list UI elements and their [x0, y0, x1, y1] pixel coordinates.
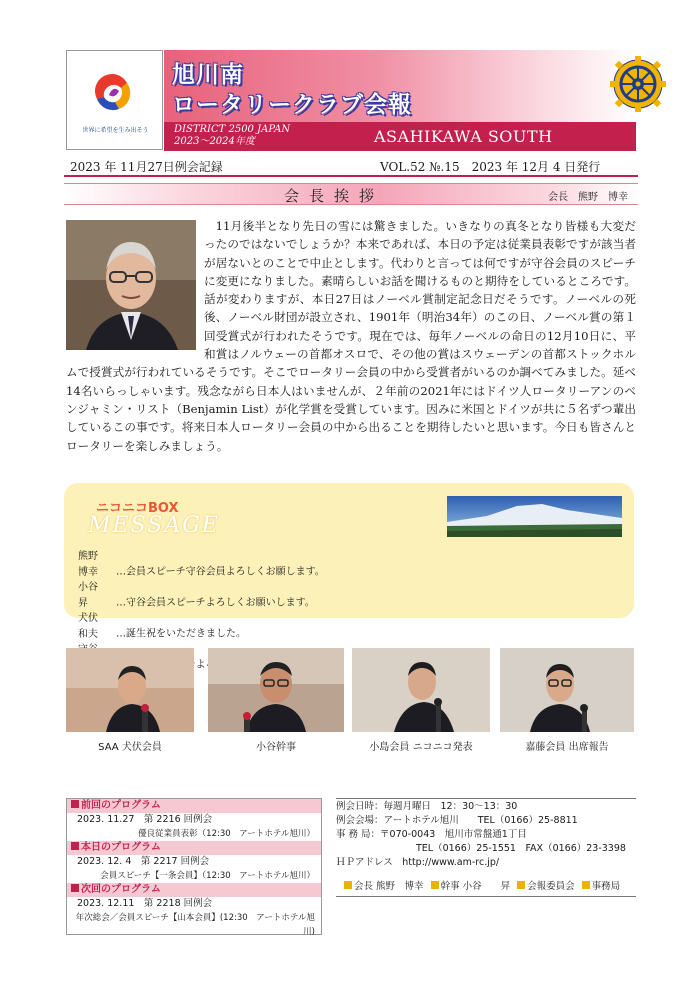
officer-secretary: 幹事 小谷 昇 [440, 881, 511, 892]
program-heading-text: 本日のプログラム [81, 842, 161, 853]
officer-list [340, 878, 620, 892]
program-date: 2023. 12. 4 第 2217 回例会 [77, 856, 210, 867]
fiscal-year: 2023～2024年度 [174, 136, 255, 147]
program-block [67, 883, 321, 939]
photo-2 [208, 648, 344, 732]
mountain-photo [447, 496, 622, 537]
meeting-venue: 例会会場：アートホテル旭川 TEL（0166）25-8811 [336, 815, 578, 826]
masthead [66, 50, 636, 152]
photo-caption: 小島会員 ニコニコ発表 [369, 742, 473, 753]
program-schedule [66, 798, 322, 935]
meeting-time: 例会日時：毎週月曜日 12：30～13：30 [336, 801, 518, 812]
program-detail: 年次総会／会員スピーチ【山本会員】(12:30 アートホテル旭川) [75, 913, 315, 937]
divider [336, 896, 636, 897]
niconico-box [64, 483, 634, 640]
speaker-photo-icon [500, 648, 634, 732]
club-info [336, 800, 636, 870]
issue-info: VOL.52 №.15 2023 年 12月 4 日発行 [380, 160, 601, 174]
office-phone: TEL（0166）25-1551 FAX（0166）23-3398 [416, 843, 626, 854]
member-message: …会員スピーチ守谷会員よろしくお願します。 [116, 566, 325, 578]
program-date: 2023. 12.11 第 2218 回例会 [77, 898, 213, 909]
member-message: …守谷会員スピーチよろしくお願いします。 [116, 597, 315, 609]
rotary-wheel-icon [609, 55, 667, 113]
divider [336, 798, 636, 799]
club-english-name: ASAHIKAWA SOUTH [374, 127, 553, 146]
title-banner [164, 50, 636, 122]
niconico-subtitle: MESSAGE [88, 513, 220, 538]
program-detail: 会員スピーチ【一条会員】（12:30 アートホテル旭川） [100, 871, 315, 881]
list-item [78, 549, 325, 580]
district-band [164, 122, 636, 151]
officer-office: 事務局 [591, 881, 621, 892]
officer-president: 会長 熊野 博幸 [354, 881, 424, 892]
greeting-article [66, 217, 636, 455]
program-heading-text: 次回のプログラム [81, 884, 161, 895]
photo-1 [66, 648, 194, 732]
program-block [67, 841, 321, 883]
divider [64, 175, 638, 177]
section-title: 会長挨拶 [284, 187, 385, 205]
program-heading [67, 883, 321, 897]
list-item [78, 580, 325, 611]
office-address: 事 務 局：〒070-0043 旭川市常盤通1丁目 [336, 829, 527, 840]
program-date: 2023. 11.27 第 2216 回例会 [77, 814, 213, 825]
photo-caption: 小谷幹事 [256, 742, 296, 753]
district-label [174, 124, 290, 148]
homepage-url[interactable]: ＨＰアドレス http://www.am-rc.jp/ [336, 857, 500, 868]
niconico-title: ニコニコBOX [96, 501, 179, 516]
member-name: 小谷 昇 [78, 582, 118, 609]
program-heading-text: 前回のプログラム [81, 800, 161, 811]
member-message: …誕生祝をいただきました。 [116, 628, 246, 640]
club-logo-box [66, 50, 163, 150]
member-name: 熊野 博幸 [78, 551, 108, 578]
photo-caption: SAA 犬伏会員 [98, 742, 162, 753]
section-bar-greeting [64, 183, 638, 205]
program-heading [67, 841, 321, 855]
photo-4 [500, 648, 634, 732]
list-item [78, 611, 325, 642]
newsletter-title: ロータリークラブ会報 [172, 92, 412, 118]
program-detail: 優良従業員表彰（12:30 アートホテル旭川） [138, 829, 315, 839]
meeting-date: 2023 年 11月27日例会記録 [70, 160, 223, 174]
program-block [67, 799, 321, 841]
speaker-photo-icon [66, 648, 194, 732]
club-logo-icon [89, 69, 137, 117]
officer-committee: 会報委員会 [527, 881, 575, 892]
program-heading [67, 799, 321, 813]
photo-caption: 嘉藤会員 出席報告 [525, 742, 609, 753]
greeting-body: 11月後半となり先日の雪には驚きました。いきなりの真冬となり皆様も大変だったのではないでしょうか？本来であれば、本日の予定は従業員表彰ですが該当者が居ないとのことで中止とします。代わりと言っては何ですが守谷会員のスピーチに変更になりました。素晴らしいお話を聞けるものと期待をしているところです。話が変わりますが、本日27日はノーベル賞制定記念日だそうです。ノーベルの死後、ノーベル財団が設立され、1901年（明治34年）のこの日、ノーベル賞の第１回受賞式が行われたそうです。現在では、毎年ノーベルの命日の12月10日に、平和賞はノルウェーの首都オスロで、その他の賞はスウェーデンの首都ストックホルムで授賞式が行われているそうです。そこでロータリー会員の中から受賞者がいるのか調べてみました。延べ14名いらっしゃいます。残念ながら日本人はいませんが、２年前の2021年にはドイツ人ロータリーアンのベンジャミン・リスト（Benjamin List）が化学賞を受賞しています。因みに米国とドイツが共に５名ずつ輩出しているこの事です。将来日本人ロータリー会員の中から出ることを期待したいと思います。今日も皆さんとロータリーを楽しみましょう。 [66, 219, 636, 453]
photo-3 [352, 648, 490, 732]
district-name: DISTRICT 2500 JAPAN [174, 124, 291, 135]
speaker-photo-icon [352, 648, 490, 732]
club-name: 旭川南 [172, 62, 244, 88]
member-name: 犬伏 和夫 [78, 613, 108, 640]
logo-slogan: 世界に希望を生み出そう [82, 127, 149, 134]
speaker-photo-icon [208, 648, 344, 732]
section-author: 会長 熊野 博幸 [548, 192, 628, 203]
